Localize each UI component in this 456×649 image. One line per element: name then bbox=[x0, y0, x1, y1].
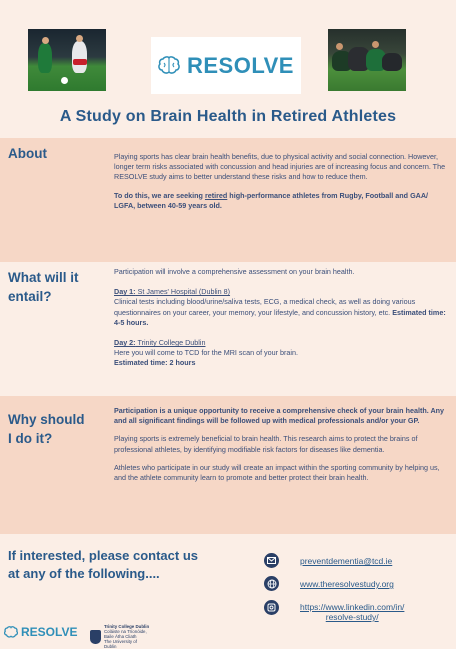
entail-intro: Participation will involve a comprehensive assessment on your brain health. bbox=[114, 267, 355, 276]
email-row bbox=[264, 553, 393, 568]
header bbox=[0, 0, 456, 134]
why-paragraph-3: Athletes who participate in our study will create an impact within the sporting community by helping us, and the athlete community learn to promote and better protect their brain health. bbox=[114, 462, 440, 483]
football-photo bbox=[28, 29, 106, 91]
about-paragraph: Playing sports has clear brain health benefits, due to physical activity and social connection. However, longer term risks associated with concussion and head injuries are of increasing focus and concern. The RESOLVE study aims to better understand these risks and how to reduce them. bbox=[114, 152, 446, 182]
linkedin-link[interactable]: https://www.linkedin.com/in/ resolve-study/ bbox=[300, 602, 405, 622]
brain-icon bbox=[158, 56, 180, 76]
day2-block: Day 2: Trinity College Dublin Here you will come to TCD for the MRI scan of your brain. Estimated time: 2 hours bbox=[114, 338, 299, 368]
tcd-logo bbox=[90, 624, 150, 649]
why-section bbox=[0, 396, 456, 534]
why-body bbox=[114, 406, 450, 491]
linkedin-row bbox=[264, 600, 405, 622]
entail-body bbox=[114, 267, 450, 377]
about-heading: About bbox=[8, 146, 47, 161]
website-row bbox=[264, 576, 394, 591]
brain-icon bbox=[4, 626, 18, 639]
entail-section bbox=[0, 262, 456, 388]
page-title: A Study on Brain Health in Retired Athletes bbox=[59, 108, 397, 125]
why-paragraph-1: Participation is a unique opportunity to receive a comprehensive check of your brain health. Any and all significant findings will be followed up with medical professionals and/or your GP. bbox=[114, 406, 445, 426]
footer-logo-text: RESOLVE bbox=[21, 625, 78, 639]
resolve-logo-card bbox=[151, 37, 301, 94]
entail-heading: What will it entail? bbox=[8, 270, 79, 304]
linkedin-icon bbox=[264, 600, 279, 615]
footer-resolve-logo bbox=[4, 625, 77, 639]
day1-block: Day 1: St James' Hospital (Dublin 8) Clinical tests including blood/urine/saliva tests, ECG, a medical check, as well as doing various questionnaires on your career, your memory, your lifestyle, and concussion history, etc. Estimated time: 4-5 hours. bbox=[114, 287, 446, 327]
why-heading: Why should I do it? bbox=[8, 412, 85, 446]
tcd-text: Trinity College Dublin Coláiste na Tríonóide, Baile Átha Cliath The University of Dublin bbox=[104, 624, 150, 649]
email-link[interactable]: preventdementia@tcd.ie bbox=[300, 556, 393, 566]
logo-text: RESOLVE bbox=[186, 52, 294, 78]
why-paragraph-2: Playing sports is extremely beneficial to brain health. This research aims to protect the brains of professional athletes, by identifying modifiable risk factors for diseases like dementia. bbox=[114, 434, 418, 454]
about-section bbox=[0, 138, 456, 262]
tcd-crest-icon bbox=[90, 630, 101, 644]
rugby-photo bbox=[328, 29, 406, 91]
about-body bbox=[114, 152, 450, 219]
website-link[interactable]: www.theresolvestudy.org bbox=[300, 579, 394, 589]
globe-icon bbox=[264, 576, 279, 591]
about-recruitment: To do this, we are seeking retired high-performance athletes from Rugby, Football and GAA/ LGFA, between 40-59 years old. bbox=[114, 190, 429, 210]
contact-heading: If interested, please contact us at any of the following.... bbox=[8, 548, 199, 581]
email-icon bbox=[264, 553, 279, 568]
